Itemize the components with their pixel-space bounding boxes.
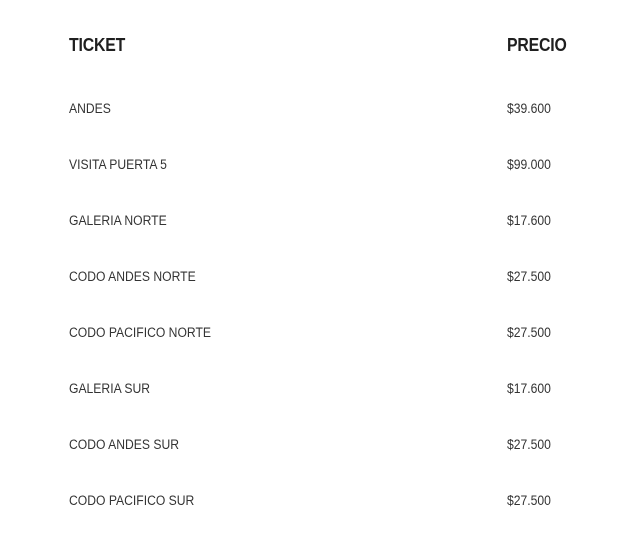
- table-row: [69, 324, 589, 342]
- ticket-price: $17.600: [507, 213, 551, 228]
- ticket-name: GALERIA SUR: [69, 381, 151, 396]
- table-row: [69, 380, 589, 398]
- table-row: [69, 212, 589, 230]
- ticket-name: VISITA PUERTA 5: [69, 157, 167, 172]
- ticket-name: CODO ANDES SUR: [69, 437, 180, 452]
- ticket-name: CODO PACIFICO NORTE: [69, 325, 211, 340]
- ticket-price: $99.000: [507, 157, 551, 172]
- ticket-name: CODO ANDES NORTE: [69, 269, 196, 284]
- ticket-price: $39.600: [507, 101, 551, 116]
- ticket-price: $17.600: [507, 381, 551, 396]
- ticket-price: $27.500: [507, 437, 551, 452]
- ticket-name: CODO PACIFICO SUR: [69, 493, 195, 508]
- table-row: [69, 156, 589, 174]
- header-ticket: TICKET: [69, 35, 126, 55]
- ticket-name: ANDES: [69, 101, 111, 116]
- ticket-price: $27.500: [507, 493, 551, 508]
- table-row: [69, 492, 589, 510]
- ticket-price: $27.500: [507, 269, 551, 284]
- ticket-price: $27.500: [507, 325, 551, 340]
- table-row: [69, 436, 589, 454]
- table-row: [69, 100, 589, 118]
- header-price: PRECIO: [507, 35, 567, 55]
- table-row: [69, 268, 589, 286]
- ticket-name: GALERIA NORTE: [69, 213, 167, 228]
- table-header: [69, 34, 589, 56]
- price-table: [69, 34, 589, 508]
